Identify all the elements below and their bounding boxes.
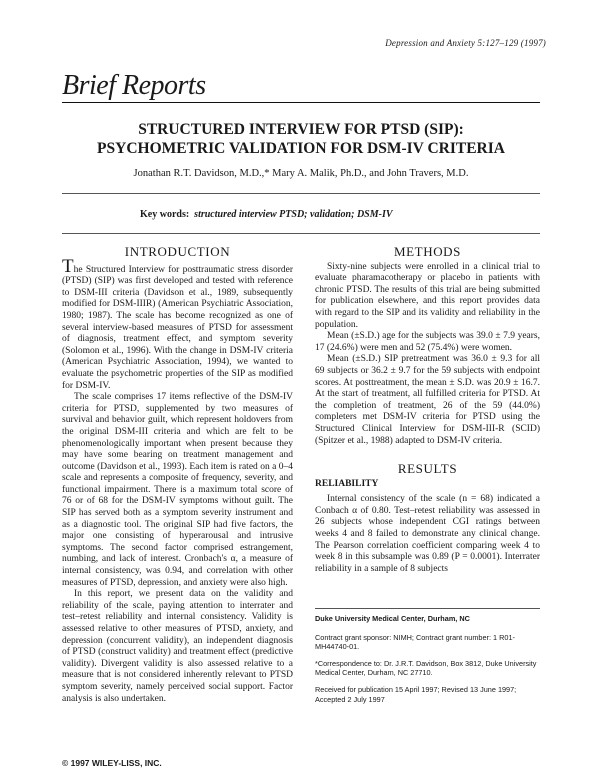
keywords-top-rule	[62, 193, 540, 194]
header-rule	[62, 102, 540, 103]
keywords-bottom-rule	[62, 233, 540, 234]
right-column	[315, 246, 540, 575]
footnote-rule	[315, 608, 540, 609]
received-note: Received for publication 15 April 1997; Revised 13 June 1997; Accepted 2 July 1997	[315, 684, 517, 704]
footnotes	[315, 614, 540, 711]
methods-heading: METHODS	[393, 244, 462, 259]
intro-paragraph-1	[62, 255, 293, 393]
reliability-subheading: RELIABILITY	[315, 478, 379, 489]
author-list: Jonathan R.T. Davidson, M.D.,* Mary A. Malik, Ph.D., and John Travers, M.D.	[133, 168, 469, 179]
dropcap-letter: T	[62, 255, 74, 277]
methods-paragraph-3: Mean (±S.D.) SIP pretreatment was 36.0 ± 9.3 for all 69 subjects or 36.2 ± 9.7 for the 59 subjects with endpoint scores. At posttreatment, the mean ± S.D. was 20.9 ± 16.7. At the start of treatment, all fulfilled criteria for PTSD. At the completion of treatment, 26 of the 59 (44.0%) completers met DSM-IV criteria for PTSD using the Structured Clinical Interview for DSM-III-R (SCID) (Spitzer et al., 1988) adapted to DSM-IV criteria.	[315, 354, 540, 446]
title-line-1: STRUCTURED INTERVIEW FOR PTSD (SIP):	[138, 121, 464, 138]
copyright-notice: © 1997 WILEY-LISS, INC.	[62, 758, 162, 768]
article-title	[62, 120, 540, 158]
results-heading: RESULTS	[397, 461, 458, 477]
keywords-text: structured interview PTSD; validation; DSM-IV	[194, 209, 393, 220]
keywords-line	[140, 209, 393, 220]
journal-citation: Depression and Anxiety 5:127–129 (1997)	[385, 38, 546, 48]
title-line-2: PSYCHOMETRIC VALIDATION FOR DSM-IV CRITERIA	[97, 140, 505, 157]
methods-paragraph-2: Mean (±S.D.) age for the subjects was 39.0 ± 7.9 years, 17 (24.6%) were men and 52 (75.4%) were women.	[315, 331, 540, 353]
intro-paragraph-2: The scale comprises 17 items reflective of the DSM-IV criteria for PTSD, supplemented by two measures of survival and behavior guilt, which represent holdovers from the original DSM-III criteria and which are felt to be phenomenologically important when present because they may have some bearing on treatment management and outcome (Davidson et al., 1993). Each item is rated on a 0–4 scale and represents a composite of frequency, severity, and functional impairment. There is a maximum total score of 76 or of 68 for the DSM-IV symptoms without guilt. The SIP has served both as a symptom severity instrument and as a diagnostic tool. The original SIP had five factors, the major one consisting of hyperarousal and intrusive symptoms. The second factor comprised estrangement, numbing, and lack of interest. Cronbach's α, a measure of internal consistency, was 0.94, and correlation with other measures of PTSD, depression, and anxiety were also high.	[62, 392, 293, 588]
intro-paragraph-1-text: he Structured Interview for posttraumatic stress disorder (PTSD) (SIP) was first developed and tested with reference to DSM-III criteria (Davidson et al., 1989, subsequently modified for DSM-IIIR) (American Psychiatric Association, 1980; 1987). The scale has become recognized as one of several interview-based measures of PTSD for assessment of diagnosis, treatment effect, and symptom severity (Solomon et al., 1996). With the change in DSM-IV criteria (American Psychiatric Association, 1994), we wanted to evaluate the psychometric properties of the SIP as modified for DSM-IV.	[62, 264, 293, 391]
results-paragraph-1: Internal consistency of the scale (n = 68) indicated a Conbach α of 0.80. Test–retest reliability was assessed in 26 subjects whose independent CGI ratings between weeks 4 and 8 failed to demonstrate any clinical change. The Pearson correlation coefficient comparing week 4 to week 8 in this subsample was 0.89 (P = 0.0001). Interrater reliability in a sample of 8 subjects	[315, 494, 540, 574]
section-title: Brief Reports	[62, 70, 206, 101]
correspondence-note: *Correspondence to: Dr. J.R.T. Davidson, Box 3812, Duke University Medical Center, Durham, NC 27710.	[315, 658, 537, 678]
institution-note: Duke University Medical Center, Durham, NC	[315, 614, 470, 623]
methods-paragraph-1: Sixty-nine subjects were enrolled in a clinical trial to evaluate pharamacotherapy or placebo in patients with chronic PTSD. The results of this trial are being submitted for publication elsewhere, and this report provides data with regard to the SIP and its validity and reliability in the population.	[315, 261, 540, 330]
intro-paragraph-3: In this report, we present data on the validity and reliability of the scale, paying attention to interrater and test–retest reliability and internal consistency. Validity is assessed relative to other measures of PTSD, anxiety, and depression (concurrent validity), an independent diagnosis of PTSD (construct validity) and treatment effect (predictive validity). Divergent validity is also assessed relative to a measure that is not considered inherently relevant to PTSD symptom severity, namely perceived social support. Factor analysis is also undertaken.	[62, 589, 293, 704]
introduction-heading: INTRODUCTION	[124, 244, 231, 259]
keywords-label: Key words:	[140, 209, 190, 220]
left-column	[62, 246, 293, 705]
grant-note: Contract grant sponsor: NIMH; Contract grant number: 1 R01-MH44740-01.	[315, 632, 515, 652]
